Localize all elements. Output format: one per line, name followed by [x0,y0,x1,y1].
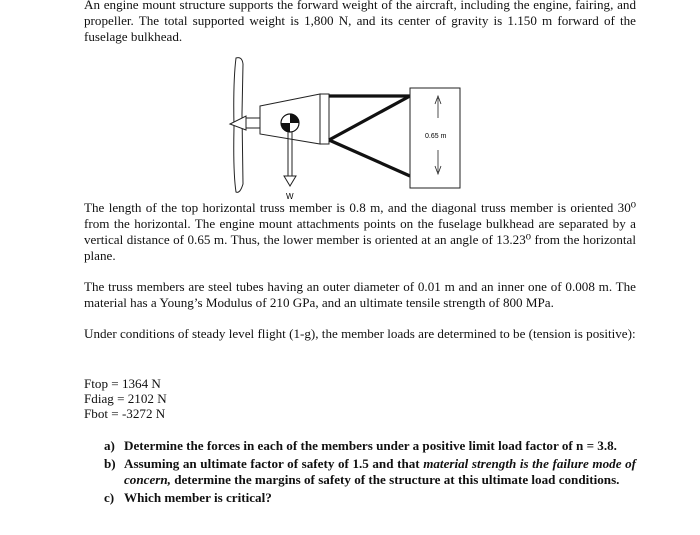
engine-mount-diagram [220,52,480,202]
question-c [104,490,636,506]
question-a [104,438,636,454]
question-text: Which member is critical? [124,490,272,505]
question-list [104,438,636,508]
load-bot: Fbot = -3272 N [84,406,166,421]
question-text: Determine the forces in each of the members under a positive limit load factor of n = 3.8. [124,438,617,453]
question-marker: c) [104,490,115,505]
center-of-gravity-symbol [281,114,299,132]
bottom-truss-member [329,140,410,176]
question-text-post: determine the margins of safety of the structure at this ultimate load conditions. [170,472,620,487]
dimension-label: 0.65 m [425,133,447,140]
diagonal-truss-member [329,96,410,140]
question-text-emphasis: material strength is the failure mode of concern, [124,456,636,487]
load-diag: Fdiag = 2102 N [84,391,167,406]
load-top: Ftop = 1364 N [84,376,161,391]
question-text-pre: Assuming an ultimate factor of safety of 1.5 and that [124,456,424,471]
question-marker: a) [104,438,115,453]
intro-paragraph: An engine mount structure supports the forward weight of the aircraft, including the engine, fairing, and propeller. The total supported weight is 1,800 N, and its center of gravity is 1.150 m forward of the fuselage bulkhead. [84,0,636,44]
geometry-paragraph: The length of the top horizontal truss member is 0.8 m, and the diagonal truss member is oriented 30⁰ from the horizontal. The engine mount attachments points on the fuselage bulkhead are separated by a vertical distance of 0.65 m. Thus, the lower member is oriented at an angle of 13.23⁰ from the horizontal plane. [84,200,636,263]
member-loads [84,376,167,421]
propeller-shaft [246,118,260,128]
engine-rear-block [320,94,329,144]
conditions-paragraph: Under conditions of steady level flight (1-g), the member loads are determined to be (tension is positive): [84,326,636,341]
weight-label: W [286,192,294,201]
question-marker: b) [104,456,116,471]
material-paragraph: The truss members are steel tubes having an outer diameter of 0.01 m and an inner one of 0.008 m. The material has a Young’s Modulus of 210 GPa, and an ultimate tensile strength of 800 MPa. [84,279,636,310]
question-b [104,456,636,488]
